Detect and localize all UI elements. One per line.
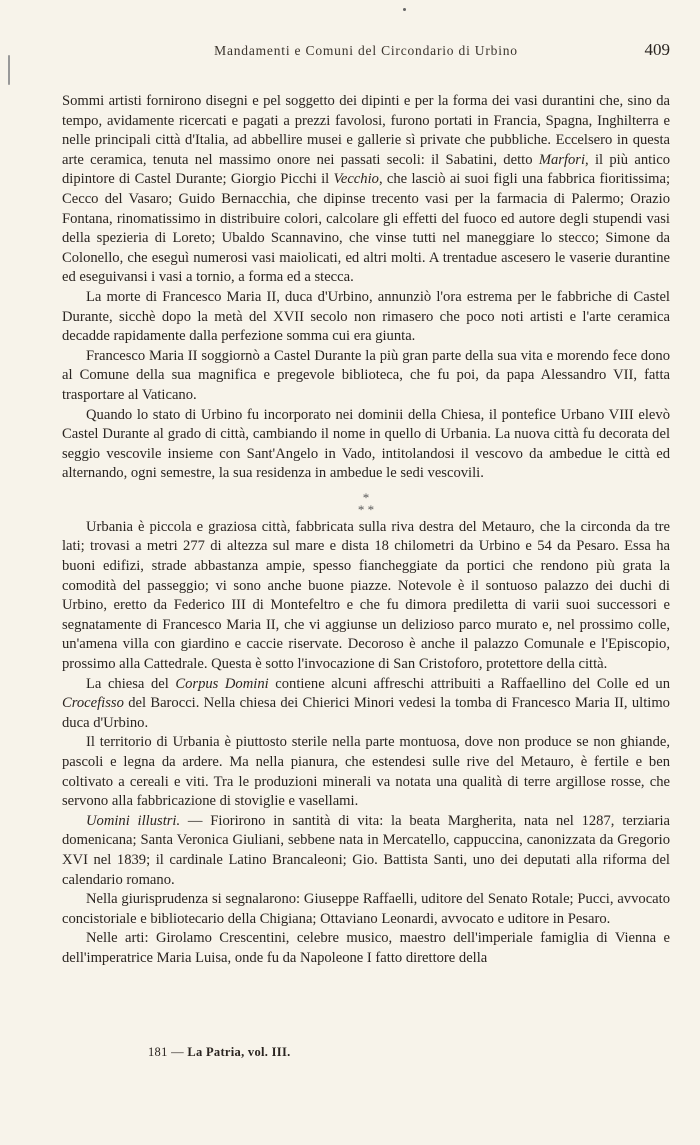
paragraph-illustrious-men — [62, 812, 670, 890]
page-speck — [403, 8, 406, 11]
paragraph-decline: La morte di Francesco Maria II, duca d'Urbino, annunziò l'ora estrema per le fabbriche di Castel Durante, sicchè dopo la metà del XVII secolo non rimasero che poco noti artisti e l'arte ceramica decadde rapidamente dalla perfezione somma cui era giunta. — [62, 288, 670, 345]
italic-term: Crocefisso — [62, 695, 124, 712]
italic-term: Corpus Domini — [175, 675, 269, 692]
paragraph-text: — Fiorirono in santità di vita: la beata Margherita, nata nel 1287, terziaria domenicana; Santa Veronica Giuliani, sebbene nata in Mercatello, cappuccina, canonizzata da Gregorio XVI nel 1839; il cardinale Latino Brancaleoni; Gio. Battista Santi, uno dei deputati alla riforma del calendario romano. — [62, 812, 670, 888]
paragraph-ceramic-artists — [62, 92, 670, 288]
separator-star-top: * — [362, 489, 370, 505]
signature-footer — [148, 1045, 291, 1060]
sheet-number: 181 — [148, 1045, 168, 1059]
italic-term: Marfori — [538, 151, 586, 168]
page-edge-mark — [8, 55, 10, 85]
italic-term: Vecchio — [333, 171, 379, 188]
paragraph-urbania-description: Urbania è piccola e graziosa città, fabbricata sulla riva destra del Metauro, che la circonda da tre lati; trovasi a metri 277 di altezza sul mare e dista 18 chilometri da Urbino e 54 da Pesaro. Essa ha buoni edifizi, strade abbastanza ampie, spesso fiancheggiate da portici che rendono più grata la comodità del passeggio; vi sono anche buone piazze. Notevole è il sontuoso palazzo dei duchi di Urbino, eretto da Federico III di Montefeltro e che fu dimora prediletta di varii suoi successori e segnatamente di Francesco Maria II, che vi aggiunse un delizioso parco murato e, nel prossimo colle, un'amena villa con giardino e caccie riservate. Decoroso è anche il palazzo Comunale e l'Episcopio, prossimo alla Cattedrale. Questa è sotto l'invocazione di San Cristoforo, protettore della città. — [62, 518, 670, 673]
paragraph-library: Francesco Maria II soggiornò a Castel Durante la più gran parte della sua vita e morendo fece dono al Comune della sua magnifica e pregevole biblioteca, che fu poi, da papa Alessandro VII, fatta trasportare al Vaticano. — [62, 347, 670, 403]
paragraph-urbania-name: Quando lo stato di Urbino fu incorporato nei dominii della Chiesa, il pontefice Urbano VIII elevò Castel Durante al grado di città, cambiando il nome in quello di Urbania. La nuova città fu decorata del seggio vescovile insieme con Sant'Angelo in Vado, intitolandosi il vescovo da ambedue le città ed alternando, ogni semestre, la sua residenza in ambedue le sedi vescovili. — [62, 406, 670, 482]
paragraph-text: Sommi artisti fornirono disegni e pel soggetto dei dipinti e per la forma dei vasi durantini che, sino da tempo, avidamente ricercati e pagati a prezzi favolosi, furono portati in Francia, Spagna, Inghilterra e nelle principali città d'Italia, ad abbellire musei e gallerie sì private che pubbliche. Eccelsero in questa arte ceramica, tenuta nel massimo onore nei passati secoli: il Sabatini, detto — [62, 93, 670, 168]
page-number: 409 — [644, 40, 670, 59]
paragraph-text: , il più antico dipintore di Castel Durante; Giorgio Picchi il — [62, 151, 670, 188]
footer-dash: — — [171, 1045, 184, 1059]
running-header-title: Mandamenti e Comuni del Circondario di Urbino — [214, 43, 518, 58]
paragraph-text: La chiesa del — [86, 675, 169, 692]
running-header — [62, 40, 670, 60]
paragraph-jurisprudence: Nella giurisprudenza si segnalarono: Giuseppe Raffaelli, uditore del Senato Rotale; Pucci, avvocato concistoriale e bibliotecario della Chigiana; Ottaviano Leonardi, avvocato e uditore in Pesaro. — [62, 891, 670, 927]
paragraph-territory: Il territorio di Urbania è piuttosto sterile nella parte montuosa, dove non produce se non ghiande, pascoli e legna da ardere. Ma nella pianura, che estendesi sulle rive del Metauro, è fertile e ben coltivato a cereali e viti. Tra le produzioni minerali va notata una qualità di terre argillose rosse, che servono alla fabbricazione di stoviglie e vasellami. — [62, 734, 670, 810]
text-body — [62, 92, 670, 969]
publication-title: La Patria, vol. III. — [187, 1045, 291, 1059]
italic-heading: Uomini illustri. — [86, 812, 181, 829]
paragraph-text: contiene alcuni affreschi attribuiti a Raffaellino del Colle ed un — [275, 675, 671, 692]
paragraph-text: , che lasciò ai suoi figli una fabbrica fioritissima; Cecco del Vasaro; Guido Bernacchia, che dipinse trecento vasi per la farmacia di Palermo; Orazio Fontana, rinomatissimo in distribuire colori, calcolare gli effetti del fuoco ed autore degli stupendi vasi della spezieria di Loreto; Ubaldo Scannavino, che vinse tutti nel maneggiare lo stecco; Simone da Colonello, che eseguì numerosi vasi maiolicati, ed altri molti. A trentadue ascesero le vaserie durantine ed eseguivansi i vasi a tornio, a forma ed a stecca. — [62, 171, 671, 286]
section-separator — [62, 484, 670, 518]
paragraph-text: del Barocci. Nella chiesa dei Chierici Minori vedesi la tomba di Francesco Maria II, ultimo duca d'Urbino. — [62, 695, 670, 731]
paragraph-churches — [62, 675, 670, 734]
paragraph-arts: Nelle arti: Girolamo Crescentini, celebre musico, maestro dell'imperiale famiglia di Vienna e dell'imperatrice Maria Luisa, onde fu da Napoleone I fatto direttore della — [62, 930, 670, 966]
separator-stars-bottom: * * — [357, 501, 375, 517]
